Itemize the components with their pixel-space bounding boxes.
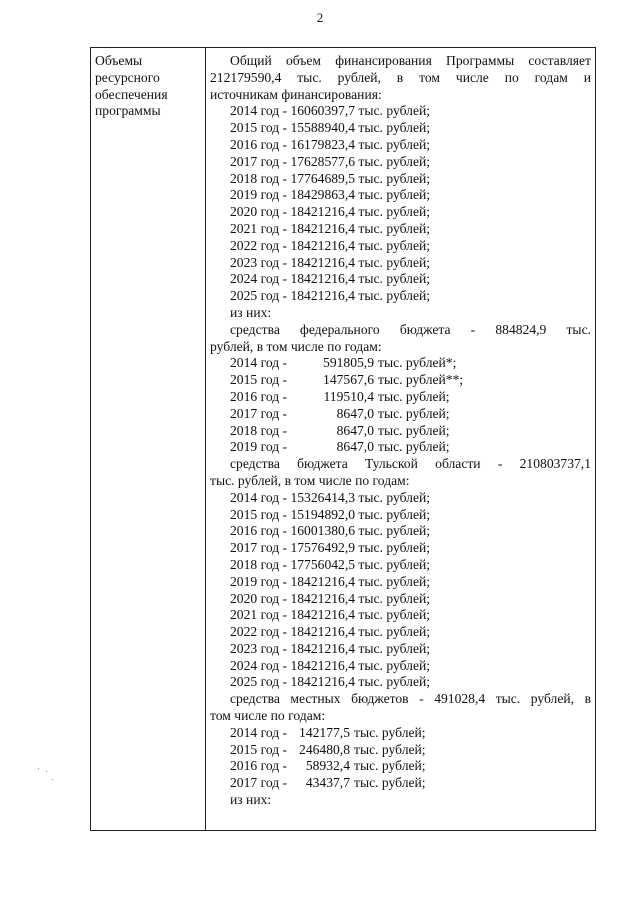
regional-year-item: 2022 год - 18421216,4 тыс. рублей;	[230, 624, 431, 640]
year-label: 2017 год -	[230, 405, 288, 421]
total-year-item: 2015 год - 15588940,4 тыс. рублей;	[230, 120, 431, 136]
total-year-item: 2023 год - 18421216,4 тыс. рублей;	[230, 254, 431, 270]
regional-year-item: 2020 год - 18421216,4 тыс. рублей;	[230, 590, 431, 606]
local-intro-line: средства местных бюджетов - 491028,4 тыс. рублей, в	[230, 691, 591, 707]
scan-speck	[46, 771, 47, 772]
passport-table	[90, 47, 596, 831]
total-intro-line: источникам финансирования:	[210, 86, 382, 102]
amount-unit: тыс. рублей**;	[378, 372, 464, 388]
total-year-item: 2014 год - 16060397,7 тыс. рублей;	[230, 103, 431, 119]
regional-year-item: 2015 год - 15194892,0 тыс. рублей;	[230, 506, 431, 522]
year-label: 2018 год -	[230, 422, 288, 438]
page-number: 2	[316, 10, 324, 25]
amount-unit: тыс. рублей;	[354, 741, 426, 757]
scan-speck	[52, 779, 53, 780]
regional-year-item: 2016 год - 16001380,6 тыс. рублей;	[230, 523, 431, 539]
amount-unit: тыс. рублей;	[378, 388, 450, 404]
year-label: 2017 год -	[230, 775, 288, 791]
total-year-item: 2020 год - 18421216,4 тыс. рублей;	[230, 204, 431, 220]
row-label-line: ресурсного	[95, 69, 160, 85]
federal-year-item	[210, 423, 591, 440]
federal-year-item	[210, 355, 591, 372]
year-label: 2019 год -	[230, 439, 288, 455]
local-year-item	[210, 742, 591, 759]
total-year-item: 2019 год - 18429863,4 тыс. рублей;	[230, 187, 431, 203]
local-year-item	[210, 725, 591, 742]
regional-year-list	[210, 490, 591, 692]
year-label: 2014 год -	[230, 724, 288, 740]
federal-year-list	[210, 355, 591, 456]
federal-intro-line: средства федерального бюджета - 884824,9 тыс.	[230, 321, 591, 337]
local-year-item	[210, 775, 591, 792]
total-year-item: 2022 год - 18421216,4 тыс. рублей;	[230, 237, 431, 253]
scan-speck	[38, 768, 39, 769]
amount-unit: тыс. рублей;	[354, 758, 426, 774]
total-year-item: 2017 год - 17628577,6 тыс. рублей;	[230, 153, 431, 169]
regional-year-item: 2017 год - 17576492,9 тыс. рублей;	[230, 540, 431, 556]
amount-unit: тыс. рублей;	[378, 439, 450, 455]
regional-year-item: 2014 год - 15326414,3 тыс. рублей;	[230, 489, 431, 505]
total-year-item: 2021 год - 18421216,4 тыс. рублей;	[230, 220, 431, 236]
amount-value: 142177,5	[299, 724, 350, 740]
regional-year-item: 2019 год - 18421216,4 тыс. рублей;	[230, 573, 431, 589]
regional-intro-line: средства бюджета Тульской области - 210803737,1	[230, 456, 591, 472]
total-intro-line: Общий объем финансирования Программы составляет	[230, 53, 591, 68]
federal-intro-line: рублей, в том числе по годам:	[210, 338, 382, 354]
year-label: 2015 год -	[230, 741, 288, 757]
regional-intro-line: тыс. рублей, в том числе по годам:	[210, 472, 410, 488]
federal-year-item	[210, 406, 591, 423]
row-label-line: Объемы	[95, 53, 143, 68]
row-label-line: программы	[95, 103, 161, 119]
of-them-label: из них:	[230, 304, 272, 320]
total-intro-line: 212179590,4 тыс. рублей, в том числе по годам и	[210, 69, 591, 85]
amount-value: 246480,8	[299, 741, 350, 757]
amount-value: 8647,0	[336, 439, 374, 455]
amount-unit: тыс. рублей;	[378, 405, 450, 421]
total-year-item: 2018 год - 17764689,5 тыс. рублей;	[230, 170, 431, 186]
regional-year-item: 2023 год - 18421216,4 тыс. рублей;	[230, 640, 431, 656]
amount-value: 58932,4	[305, 758, 350, 774]
regional-year-item: 2021 год - 18421216,4 тыс. рублей;	[230, 607, 431, 623]
amount-value: 43437,7	[305, 775, 350, 791]
federal-year-item	[210, 439, 591, 456]
amount-unit: тыс. рублей*;	[378, 355, 457, 371]
year-label: 2016 год -	[230, 388, 288, 404]
federal-year-item	[210, 372, 591, 389]
regional-year-item: 2024 год - 18421216,4 тыс. рублей;	[230, 657, 431, 673]
federal-year-item	[210, 389, 591, 406]
amount-value: 119510,4	[323, 388, 374, 404]
local-intro-line: том числе по годам:	[210, 708, 326, 724]
amount-value: 147567,6	[323, 372, 374, 388]
amount-unit: тыс. рублей;	[378, 422, 450, 438]
year-label: 2015 год -	[230, 372, 288, 388]
total-year-item: 2025 год - 18421216,4 тыс. рублей;	[230, 288, 431, 304]
row-label-cell	[95, 53, 201, 120]
regional-year-item: 2025 год - 18421216,4 тыс. рублей;	[230, 674, 431, 690]
local-year-item	[210, 758, 591, 775]
total-year-item: 2016 год - 16179823,4 тыс. рублей;	[230, 136, 431, 152]
year-label: 2014 год -	[230, 355, 288, 371]
total-year-item: 2024 год - 18421216,4 тыс. рублей;	[230, 271, 431, 287]
year-label: 2016 год -	[230, 758, 288, 774]
of-them-label: из них:	[230, 792, 272, 808]
regional-year-item: 2018 год - 17756042,5 тыс. рублей;	[230, 556, 431, 572]
amount-value: 8647,0	[336, 422, 374, 438]
amount-value: 591805,9	[323, 355, 374, 371]
row-value-cell	[210, 53, 591, 809]
amount-unit: тыс. рублей;	[354, 724, 426, 740]
column-divider	[205, 48, 206, 830]
total-year-list	[210, 103, 591, 305]
amount-value: 8647,0	[336, 405, 374, 421]
row-label-line: обеспечения	[95, 86, 168, 102]
amount-unit: тыс. рублей;	[354, 775, 426, 791]
local-year-list	[210, 725, 591, 792]
